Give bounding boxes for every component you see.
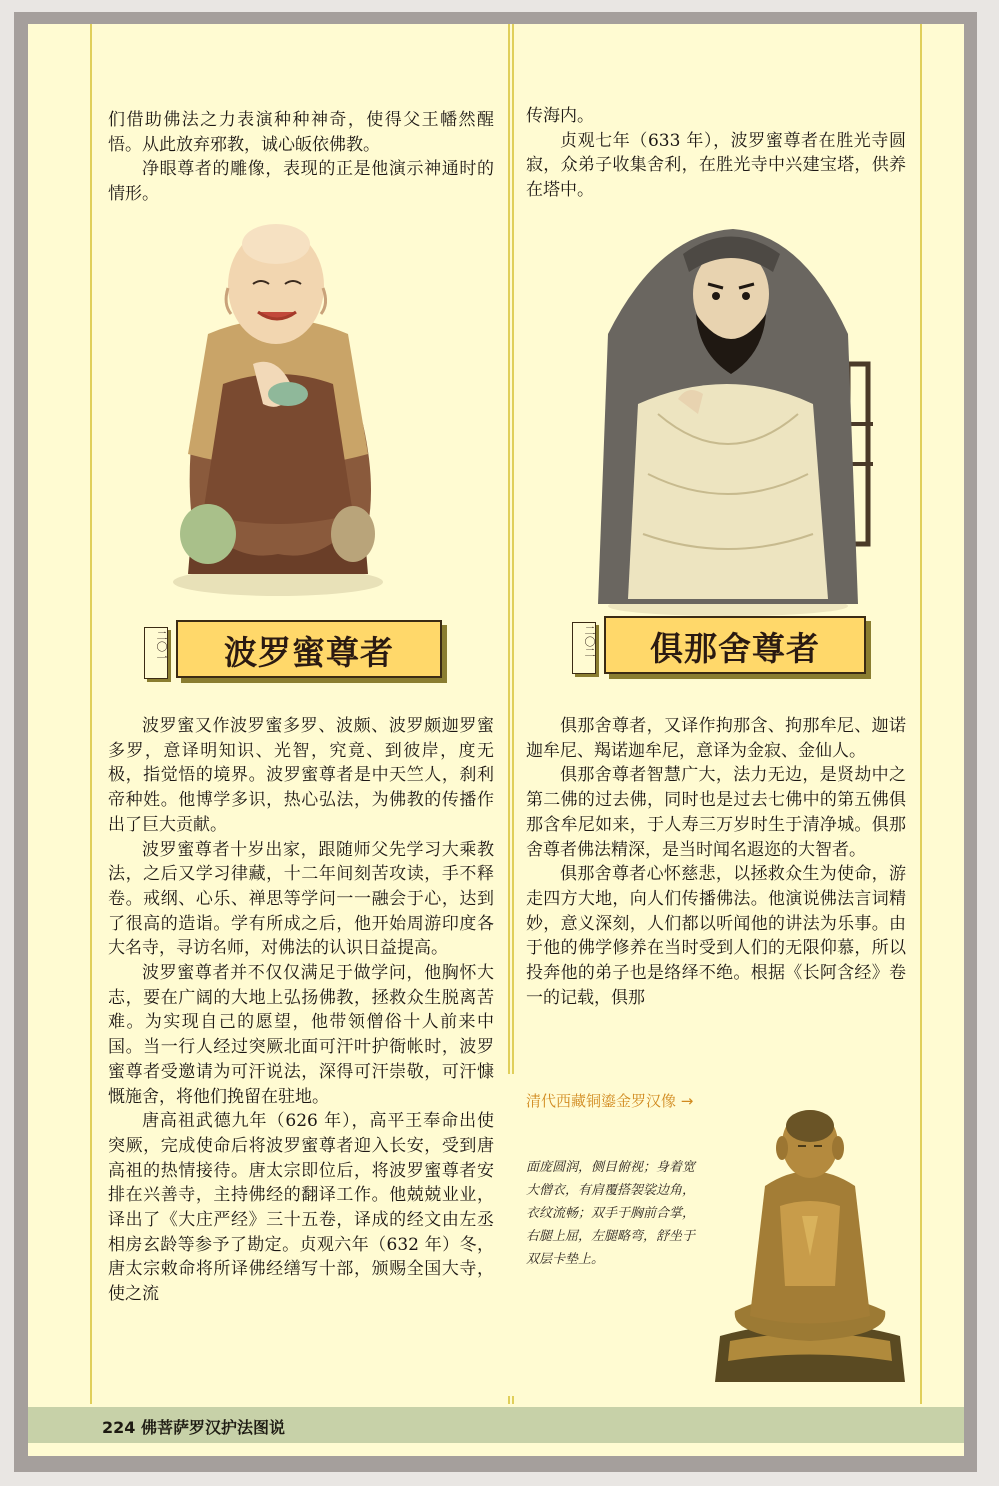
left-body-text xyxy=(108,714,494,1307)
entry-number-box xyxy=(144,627,168,679)
footer-band xyxy=(28,1407,964,1443)
entry-number-box xyxy=(572,622,596,674)
paragraph: 贞观七年（633 年），波罗蜜尊者在胜光寺圆寂，众弟子收集舍利，在胜光寺中兴建宝塔，供养在塔中。 xyxy=(526,130,906,201)
paragraph: 波罗蜜尊者十岁出家，跟随师父先学习大乘教法，之后又学习律藏，十二年间刻苦攻读，手不释卷。戒纲、心乐、禅思等学问一一融会于心，达到了很高的造诣。学有所成之后，他开始周游印度各大名寺，寻访名师，对佛法的认识日益提高。 xyxy=(108,839,494,959)
heading-title: 波罗蜜尊者 xyxy=(224,633,394,672)
bronze-statue-image xyxy=(710,1086,910,1386)
title-box xyxy=(604,616,866,674)
left-top-text xyxy=(108,108,494,207)
title-box xyxy=(176,620,442,678)
heading-title: 俱那舍尊者 xyxy=(650,629,820,668)
paragraph: 俱那舍尊者智慧广大，法力无边，是贤劫中之第二佛的过去佛，同时也是过去七佛中的第五佛俱那含牟尼如来，于人寿三万岁时生于清净城。俱那舍尊者佛法精深，是当时闻名遐迩的大智者。 xyxy=(526,765,906,860)
caption-text: 面庞圆润，侧目俯视；身着宽大僧衣，有肩覆搭袈裟边角，衣纹流畅；双手于胸前合掌，右腿上屈，左腿略弯，舒坐于双层卡垫上。 xyxy=(526,1160,696,1267)
right-body-text xyxy=(526,714,906,1010)
paragraph: 们借助佛法之力表演种种神奇，使得父王幡然醒悟。从此放弃邪教，诚心皈依佛教。 xyxy=(108,110,494,155)
footer-page-label: 224 佛菩萨罗汉护法图说 xyxy=(102,1418,285,1437)
caption-title: 清代西藏铜鎏金罗汉像 → xyxy=(526,1092,694,1110)
paragraph: 俱那舍尊者心怀慈悲，以拯救众生为使命，游走四方大地，向人们传播佛法。他演说佛法言词精妙，意义深刻，人们都以听闻他的讲法为乐事。由于他的佛学修养在当时受到人们的无限仰慕，所以投奔他的弟子也是络绎不绝。根据《长阿含经》卷一的记载，俱那 xyxy=(526,864,906,1008)
paragraph: 唐高祖武德九年（626 年），高平王奉命出使突厥，完成使命后将波罗蜜尊者迎入长安，受到唐高祖的热情接待。唐太宗即位后，将波罗蜜尊者安排在兴善寺，主持佛经的翻译工作。他兢兢业业，译出了《大庄严经》三十五卷，译成的经文由左丞相房玄龄等参予了勘定。贞观六年（632 年）冬，唐太宗敕命将所译佛经缮写十部，颁赐全国大寺，使之流 xyxy=(108,1111,494,1305)
entry-number: 二〇二 xyxy=(583,625,596,658)
paragraph: 俱那舍尊者，又译作拘那含、拘那牟尼、迦诺迦牟尼、羯诺迦牟尼，意译为金寂、金仙人。 xyxy=(526,716,906,761)
portrait-boluomi xyxy=(153,214,403,599)
paragraph: 传海内。 xyxy=(526,106,594,126)
portrait-junashe xyxy=(568,214,888,619)
paragraph: 净眼尊者的雕像，表现的正是他演示神通时的情形。 xyxy=(108,159,494,205)
book-page xyxy=(28,24,964,1456)
image-caption-box xyxy=(508,1074,918,1396)
right-top-text xyxy=(526,104,906,203)
entry-number: 二〇一 xyxy=(155,630,168,663)
paragraph: 波罗蜜又作波罗蜜多罗、波颇、波罗颇迦罗蜜多罗，意译明知识、光智，究竟、到彼岸，度无极，指觉悟的境界。波罗蜜尊者是中天竺人，刹利帝种姓。他博学多识，热心弘法，为佛教的传播作出了巨大贡献。 xyxy=(108,716,494,835)
paragraph: 波罗蜜尊者并不仅仅满足于做学问，他胸怀大志，要在广阔的大地上弘扬佛教，拯救众生脱离苦难。为实现自己的愿望，他带领僧俗十人前来中国。当一行人经过突厥北面可汗叶护衙帐时，波罗蜜尊者受邀请为可汗说法，深得可汗崇敬，可汗慷慨施舍，将他们挽留在驻地。 xyxy=(108,963,494,1107)
